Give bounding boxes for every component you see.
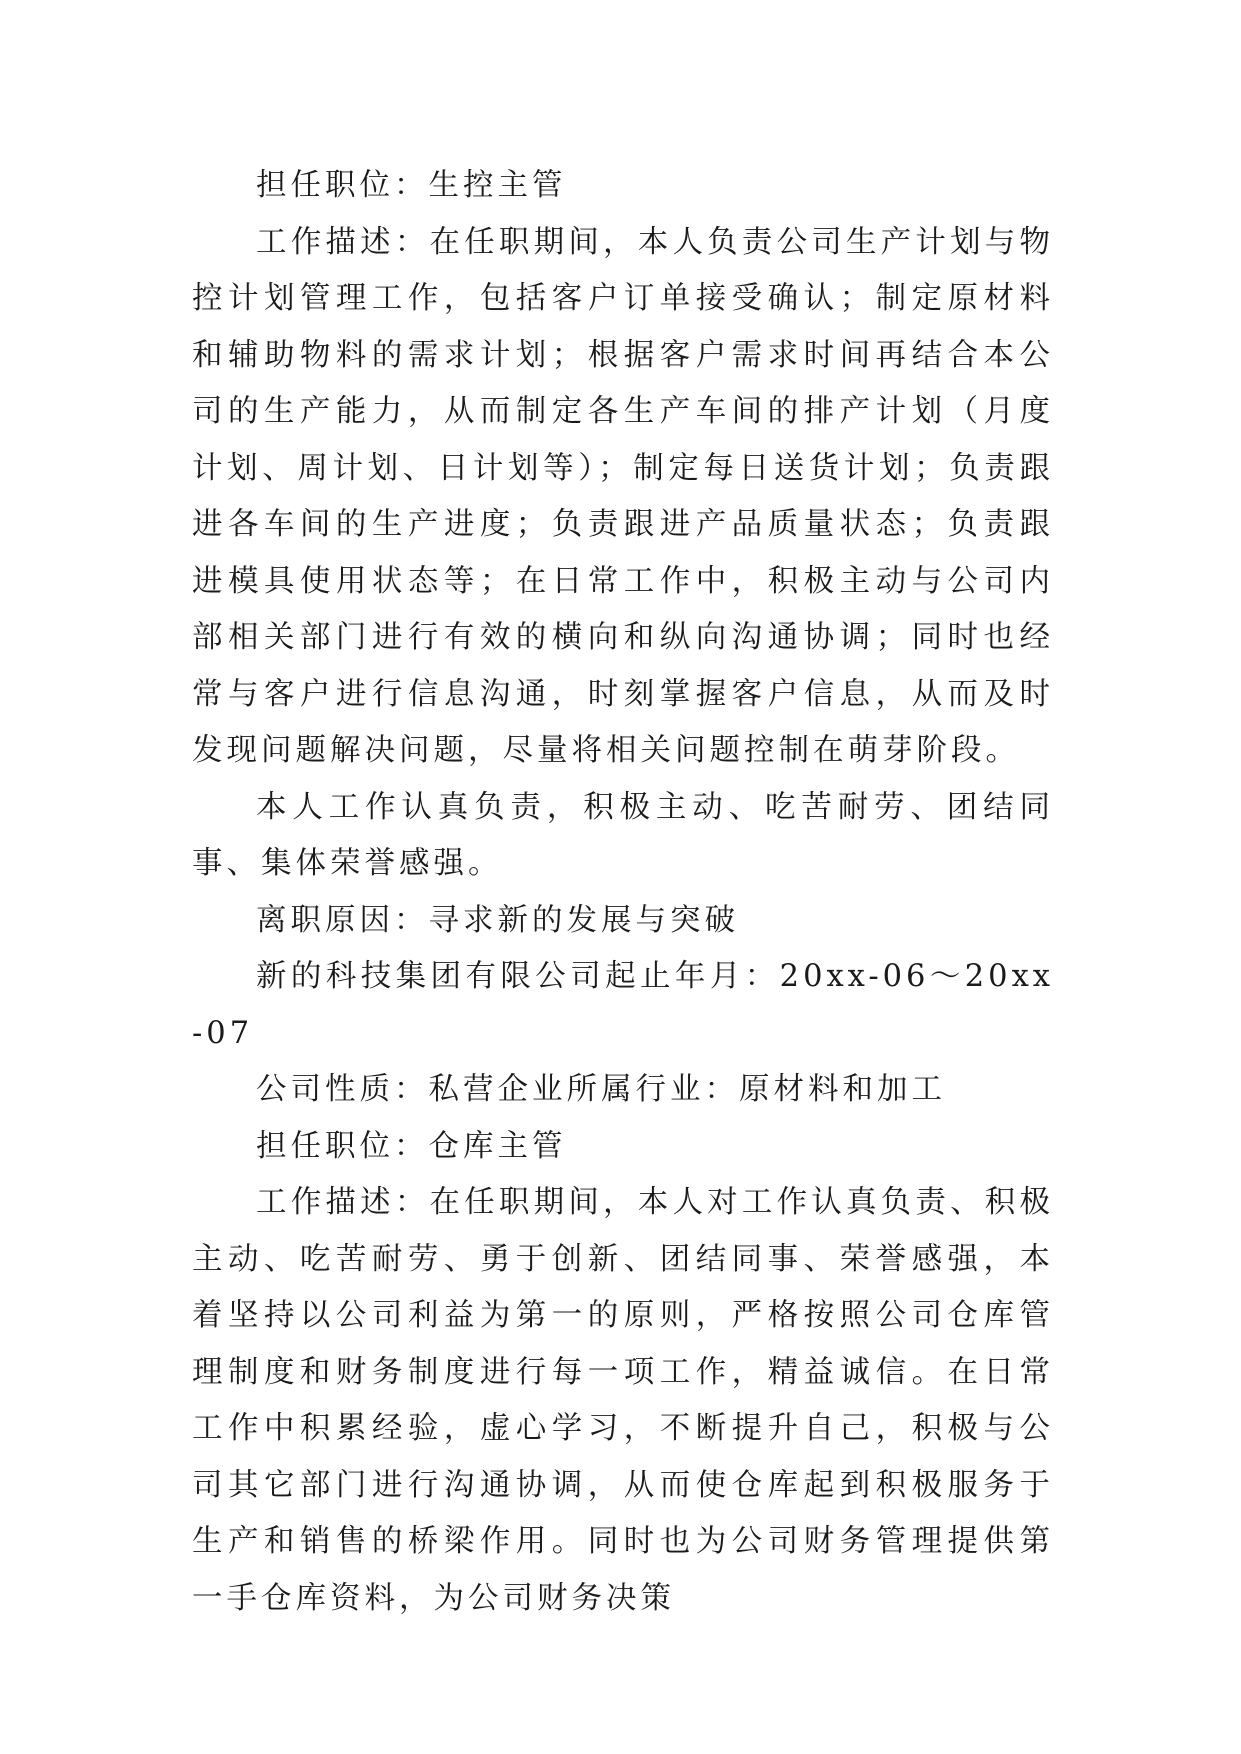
leave-reason: 离职原因：寻求新的发展与突破 <box>256 902 739 938</box>
self-evaluation: 本人工作认真负责，积极主动、吃苦耐劳、团结同事、集体荣誉感强。 <box>192 789 1054 881</box>
position-line-2: 担任职位：仓库主管 <box>256 1128 567 1164</box>
document-body <box>192 158 1054 1627</box>
company-period: 新的科技集团有限公司起止年月：20xx-06～20xx-07 <box>192 959 1054 1051</box>
position-line-1: 担任职位：生控主管 <box>256 168 567 203</box>
job-description-2: 工作描述：在任职期间，本人对工作认真负责、积极主动、吃苦耐劳、勇于创新、团结同事、荣誉感强，本着坚持以公司利益为第一的原则，严格按照公司仓库管理制度和财务制度进行每一项工作，精益诚信。在日常工作中积累经验，虚心学习，不断提升自己，积极与公司其它部门进行沟通协调，从而使仓库起到积极服务于生产和销售的桥梁作用。同时也为公司财务管理提供第一手仓库资料，为公司财务决策 <box>192 1185 1054 1616</box>
job-description-1: 工作描述：在任职期间，本人负责公司生产计划与物控计划管理工作，包括客户订单接受确认；制定原材料和辅助物料的需求计划；根据客户需求时间再结合本公司的生产能力，从而制定各生产车间的排产计划（月度计划、周计划、日计划等）；制定每日送货计划；负责跟进各车间的生产进度；负责跟进产品质量状态；负责跟进模具使用状态等；在日常工作中，积极主动与公司内部相关部门进行有效的横向和纵向沟通协调；同时也经常与客户进行信息沟通，时刻掌握客户信息，从而及时发现问题解决问题，尽量将相关问题控制在萌芽阶段。 <box>192 224 1054 768</box>
company-nature: 公司性质：私营企业所属行业：原材料和加工 <box>256 1072 946 1107</box>
